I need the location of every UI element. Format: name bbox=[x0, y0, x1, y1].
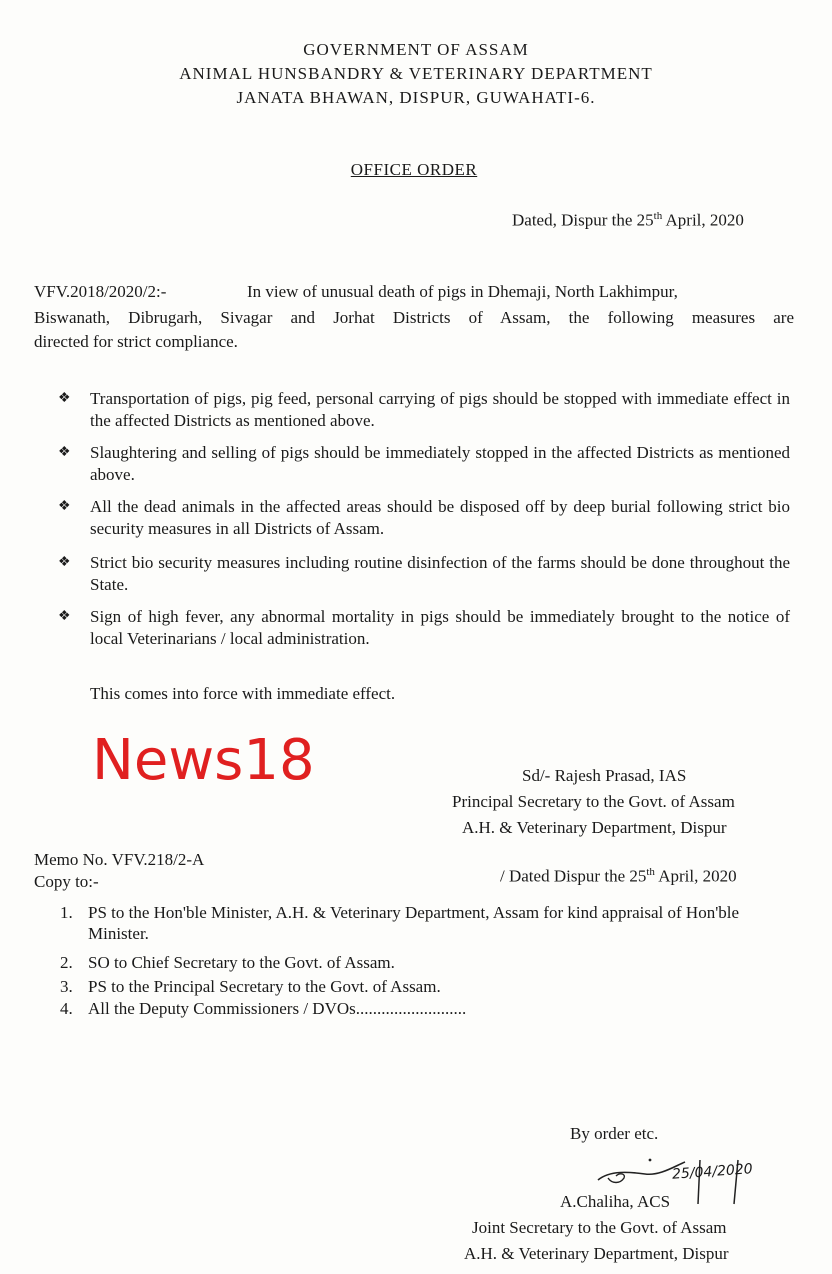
document-title: OFFICE ORDER bbox=[350, 160, 478, 179]
office-order-page: GOVERNMENT OF ASSAM ANIMAL HUNSBANDRY & VETERINARY DEPARTMENT JANATA BHAWAN, DISPUR, GUWAHATI-6. OFFICE ORDER Dated, Dispur the 25th April, 2020 VFV.2018/2020/2:- In view of unusual death of pigs in Dhemaji, North Lakhimpur, Biswanath, Dibrugarh, Sivagar and Jorhat Districts of Assam, the following measures are directed for strict compliance. ❖ Transportation of pigs, pig feed, personal carrying of pigs should be stopped with immediate effect in the affected Districts as mentioned above. ❖ Slaughtering and selling of pigs should be immediately stopped in the affected Districts as mentioned above. ❖ All the dead animals in the affected areas should be disposed off by deep burial following strict bio security measures in all Districts of Assam. ❖ Strict bio security measures including routine disinfection of the farms should be done throughout the State. ❖ Sign of high fever, any abnormal mortality in pigs should be immediately brought to the notice of local Veterinarians / local administration. This comes into force with immediate effect. News18 Sd/- Rajesh Prasad, IAS Principal Secretary to the Govt. of Assam A.H. & Veterinary Department, Dispur Memo No. VFV.218/2-A / Dated Dispur the 25th April, 2020 Copy to:- 1. PS to the Hon'ble Minister, A.H. & Veterinary Department, Assam for kind appraisal of Hon'ble Minister. 2. SO to Chief Secretary to the Govt. of Assam. 3. PS to the Principal Secretary to the Govt. of Assam. 4. All the Deputy Commissioners / DVOs.......................... By order etc. 25/04/2020 A.Chaliha, ACS Joint Secretary to the Govt. of Assam A.H. & Veterinary Department, Dispur bbox=[0, 0, 832, 1274]
signatory2-department: A.H. & Veterinary Department, Dispur bbox=[464, 1244, 729, 1263]
signatory1-name: Sd/- Rajesh Prasad, IAS bbox=[522, 766, 687, 785]
signatory1-department: A.H. & Veterinary Department, Dispur bbox=[462, 818, 727, 837]
news18-watermark: News18 bbox=[92, 728, 315, 793]
bullet-icon: ❖ bbox=[58, 555, 71, 570]
memo-number: Memo No. VFV.218/2-A bbox=[34, 850, 205, 869]
bullet-icon: ❖ bbox=[58, 445, 71, 460]
signatory1-title: Principal Secretary to the Govt. of Assam bbox=[452, 792, 735, 811]
handwritten-date: 25/04/2020 bbox=[671, 1161, 754, 1183]
header-department: ANIMAL HUNSBANDRY & VETERINARY DEPARTMENT bbox=[179, 64, 653, 83]
memo-date: / Dated Dispur the 25th April, 2020 bbox=[500, 866, 737, 886]
bullet-icon: ❖ bbox=[58, 391, 71, 406]
signatory2-name: A.Chaliha, ACS bbox=[560, 1192, 671, 1211]
order-date: Dated, Dispur the 25th April, 2020 bbox=[512, 210, 744, 230]
force-statement: This comes into force with immediate effect. bbox=[90, 684, 396, 703]
bullet-icon: ❖ bbox=[58, 609, 71, 624]
order-intro-line2: Biswanath, Dibrugarh, Sivagar and Jorhat Districts of Assam, the following measures are bbox=[34, 308, 794, 327]
header-address: JANATA BHAWAN, DISPUR, GUWAHATI-6. bbox=[236, 88, 596, 107]
signatory2-title: Joint Secretary to the Govt. of Assam bbox=[472, 1218, 727, 1237]
order-reference: VFV.2018/2020/2:- bbox=[34, 282, 167, 301]
copy-to-label: Copy to:- bbox=[34, 872, 99, 891]
header-govt: GOVERNMENT OF ASSAM bbox=[303, 40, 529, 59]
order-intro-line1: In view of unusual death of pigs in Dhemaji, North Lakhimpur, bbox=[247, 282, 678, 301]
bullet-icon: ❖ bbox=[58, 499, 71, 514]
by-order-text: By order etc. bbox=[570, 1124, 659, 1143]
order-intro-line3: directed for strict compliance. bbox=[34, 332, 238, 351]
